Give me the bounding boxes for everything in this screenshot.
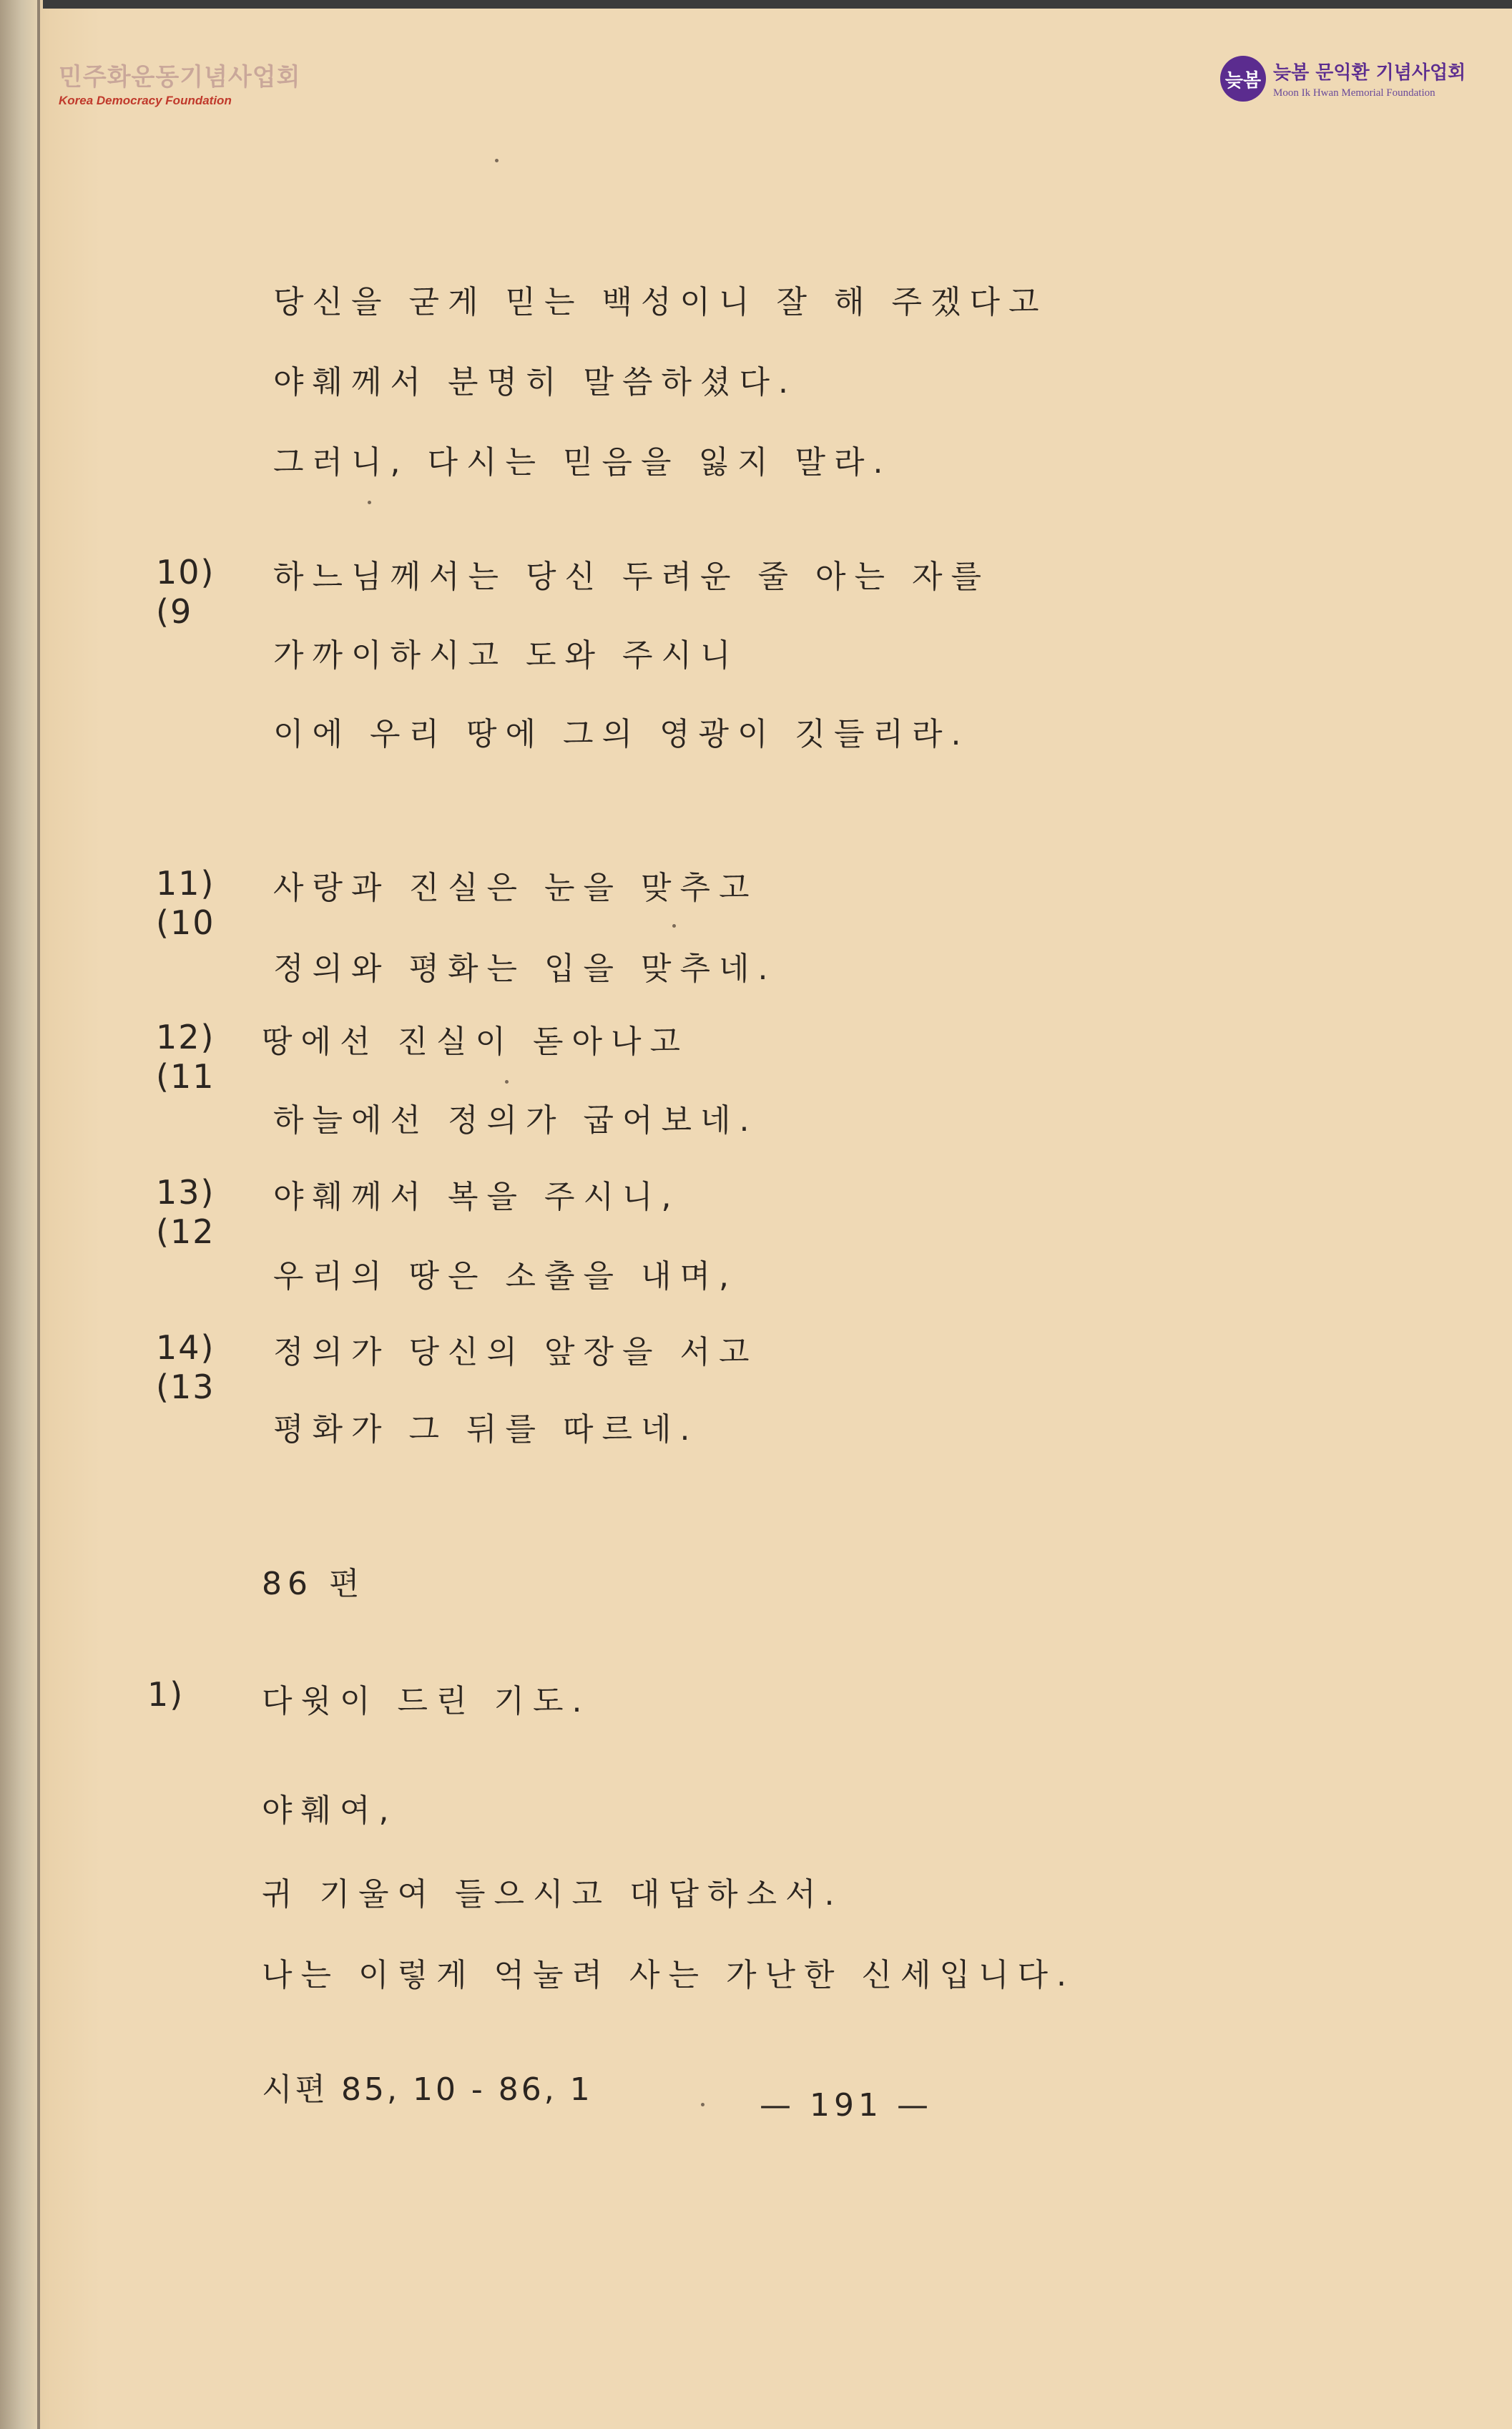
- verse-number-alt: (12: [156, 1212, 215, 1251]
- verse-number-alt: (10: [156, 903, 215, 942]
- text-line: 귀 기울여 들으시고 대답하소서.: [262, 1876, 843, 1913]
- paper-speck: [368, 501, 371, 504]
- text-line: 야훼여,: [262, 1792, 398, 1829]
- verse-number: 14): [156, 1328, 215, 1367]
- text-line: 하늘에선 정의가 굽어보네.: [273, 1102, 758, 1139]
- text-line: 이에 우리 땅에 그의 영광이 깃들리라.: [273, 716, 970, 752]
- scripture-reference: 시편 85, 10 - 86, 1: [262, 2071, 593, 2108]
- paper-speck: [505, 1080, 509, 1084]
- paper-speck: [495, 159, 499, 162]
- left-logo-korean: 민주화운동기념사업회: [59, 63, 301, 92]
- seal-text: 늦봄: [1224, 70, 1262, 92]
- verse-number: 12): [156, 1018, 215, 1056]
- verse-number: 11): [156, 864, 215, 903]
- text-line: 다윗이 드린 기도.: [262, 1683, 591, 1719]
- verse-number: 10): [156, 553, 215, 592]
- text-line: 우리의 땅은 소출을 내며,: [273, 1258, 737, 1295]
- verse-number-alt: (9: [156, 592, 193, 631]
- verse-number: 1): [147, 1675, 185, 1714]
- verse-number: 13): [156, 1173, 215, 1212]
- text-line: 정의와 평화는 입을 맞추네.: [273, 951, 777, 987]
- korea-democracy-foundation-logo: [59, 57, 300, 108]
- right-logo-text: [1273, 58, 1466, 99]
- text-line: 가까이하시고 도와 주시니: [273, 637, 740, 674]
- moon-ik-hwan-foundation-logo: [1220, 56, 1466, 102]
- right-logo-korean: 늦봄 문익환 기념사업회: [1273, 62, 1466, 84]
- text-line: 그러니, 다시는 믿음을 잃지 말라.: [273, 444, 892, 481]
- left-logo-english: Korea Democracy Foundation: [59, 94, 232, 107]
- text-line: 땅에선 진실이 돋아나고: [262, 1024, 689, 1060]
- text-line: 당신을 굳게 믿는 백성이니 잘 해 주겠다고: [273, 284, 1048, 320]
- paper-speck: [701, 2103, 705, 2106]
- spine-edge: [37, 0, 40, 2429]
- page-number: — 191 —: [760, 2087, 933, 2124]
- text-line: 사랑과 진실은 눈을 맞추고: [273, 870, 758, 906]
- text-line: 나는 이렇게 억눌려 사는 가난한 신세입니다.: [262, 1957, 1075, 1993]
- text-line: 야훼께서 복을 주시니,: [273, 1179, 680, 1215]
- psalm-heading: 86 편: [262, 1566, 365, 1602]
- text-line: 평화가 그 뒤를 따르네.: [273, 1411, 699, 1448]
- text-line: 정의가 당신의 앞장을 서고: [273, 1334, 758, 1370]
- verse-number-alt: (13: [156, 1368, 215, 1406]
- verse-number-alt: (11: [156, 1057, 215, 1096]
- text-line: 야훼께서 분명히 말씀하셨다.: [273, 364, 797, 401]
- scan-top-edge: [43, 0, 1512, 9]
- paper-speck: [672, 924, 676, 928]
- foundation-seal-icon: [1220, 56, 1266, 102]
- text-line: 하느님께서는 당신 두려운 줄 아는 자를: [273, 559, 990, 595]
- right-logo-english: Moon Ik Hwan Memorial Foundation: [1273, 87, 1435, 99]
- book-spine: [0, 0, 37, 2429]
